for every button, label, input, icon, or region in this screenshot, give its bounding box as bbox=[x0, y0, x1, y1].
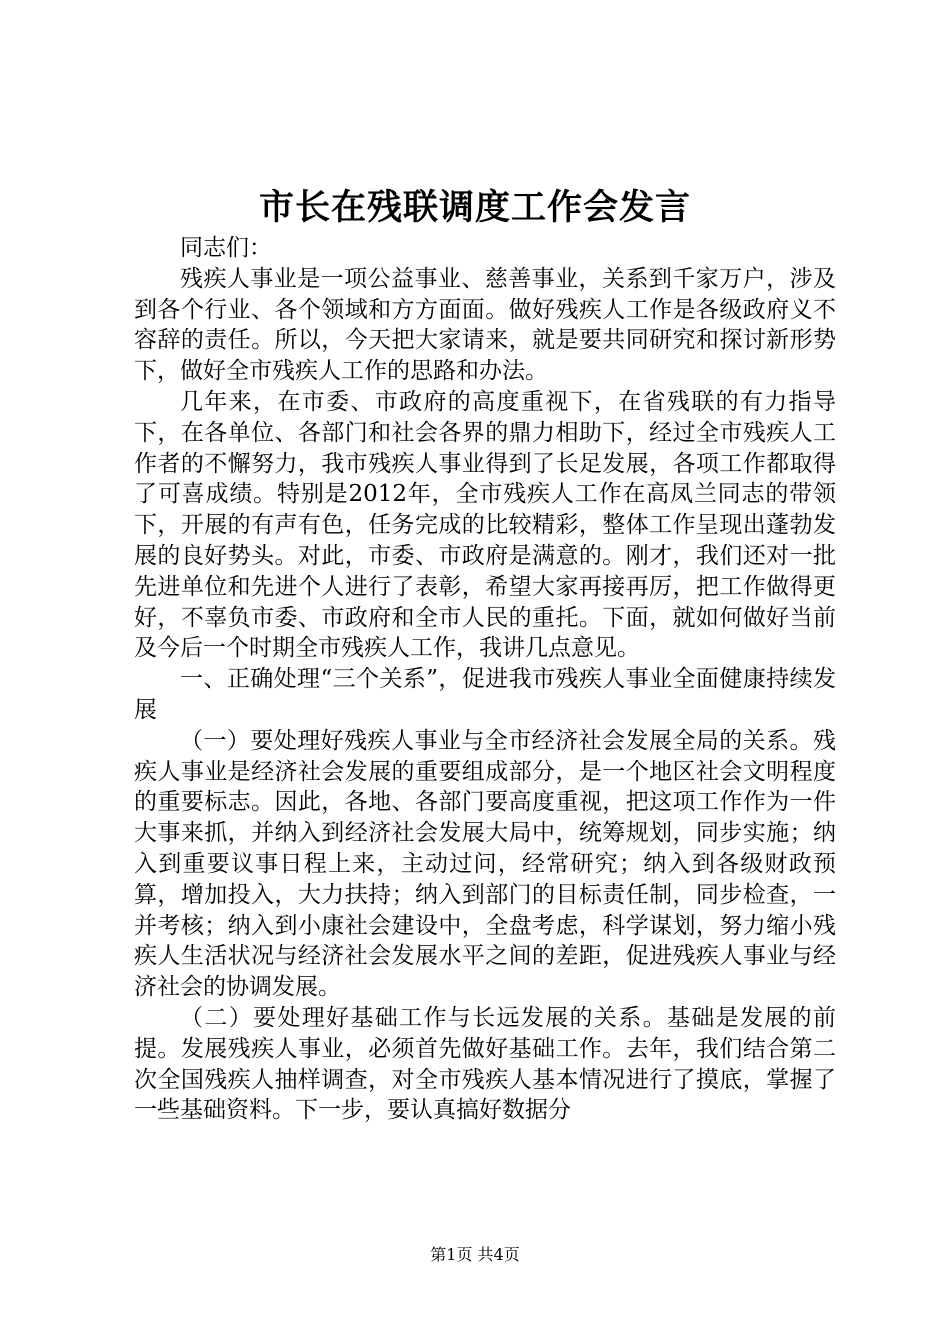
body-paragraph: （一）要处理好残疾人事业与全市经济社会发展全局的关系。残疾人事业是经济社会发展的重要组成部分，是一个地区社会文明程度的重要标志。因此，各地、各部门要高度重视，把这项工作作为一件大事来抓，并纳入到经济社会发展大局中，统筹规划，同步实施；纳入到重要议事日程上来，主动过问，经常研究；纳入到各级财政预算，增加投入，大力扶持；纳入到部门的目标责任制，同步检查，一并考核；纳入到小康社会建设中，全盘考虑，科学谋划，努力缩小残疾人生活状况与经济社会发展水平之间的差距，促进残疾人事业与经济社会的协调发展。 bbox=[134, 727, 836, 1001]
document-body bbox=[134, 233, 836, 1126]
document-title: 市长在残联调度工作会发言 bbox=[258, 187, 691, 228]
body-paragraph: （二）要处理好基础工作与长远发展的关系。基础是发展的前提。发展残疾人事业，必须首先做好基础工作。去年，我们结合第二次全国残疾人抽样调查，对全市残疾人基本情况进行了摸底，掌握了一些基础资料。下一步，要认真搞好数据分 bbox=[134, 1004, 836, 1124]
body-paragraph: 残疾人事业是一项公益事业、慈善事业，关系到千家万户，涉及到各个行业、各个领域和方方面面。做好残疾人工作是各级政府义不容辞的责任。所以，今天把大家请来，就是要共同研究和探讨新形势下，做好全市残疾人工作的思路和办法。 bbox=[134, 265, 836, 385]
page-footer: 第1页 共4页 bbox=[430, 1245, 520, 1264]
section-heading: 一、正确处理“三个关系”，促进我市残疾人事业全面健康持续发展 bbox=[134, 666, 836, 723]
body-paragraph: 几年来，在市委、市政府的高度重视下，在省残联的有力指导下，在各单位、各部门和社会各界的鼎力相助下，经过全市残疾人工作者的不懈努力，我市残疾人事业得到了长足发展，各项工作都取得了可喜成绩。特别是2012年，全市残疾人工作在高凤兰同志的带领下，开展的有声有色，任务完成的比较精彩，整体工作呈现出蓬勃发展的良好势头。对此，市委、市政府是满意的。刚才，我们还对一批先进单位和先进个人进行了表彰，希望大家再接再厉，把工作做得更好，不辜负市委、市政府和全市人民的重托。下面，就如何做好当前及今后一个时期全市残疾人工作，我讲几点意见。 bbox=[134, 388, 836, 662]
salutation-paragraph: 同志们： bbox=[180, 235, 272, 261]
